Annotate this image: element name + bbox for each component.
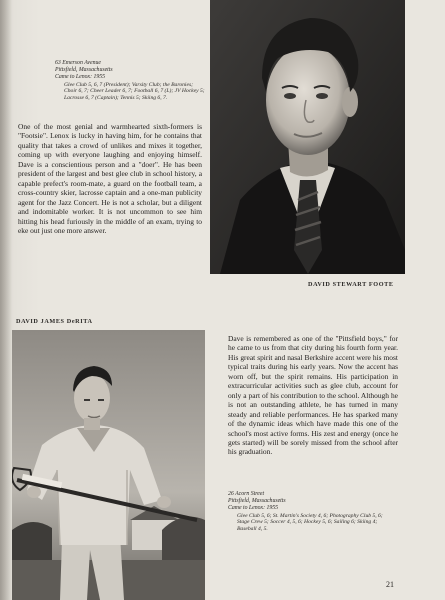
student-bio-derita: Dave is remembered as one of the "Pittsfield boys," for he came to us from that city during his fourth form year. His great spirit and nasal Berkshire accent were his most typical traits during his early years. Now the accent has worn off, but the spirit remains. His participation in extracurricular activities such as glee club, account for only a part of his contribution to the school. Although he is not an outstanding athlete, he has turned in many steady and reliable performances. He has sparked many of the dynamic ideas which have made this one of the school's most active forms. His zest and energy (once he gets started) will be sorely missed from the school after his graduation. xyxy=(228,334,398,457)
page-number: 21 xyxy=(386,580,394,589)
student-info-foote xyxy=(55,60,205,102)
portrait-foote-image xyxy=(210,0,405,274)
student-bio-foote: One of the most genial and warmhearted sixth-formers is "Footsie". Lenox is lucky in having him, for he contains that quality that takes a crowd of unlikes and mixes it together, coming up with everyone laughing and enjoying himself. Dave is a conscientious person and a "doer". He has been president of the largest and best glee club in school history, a capable prefect's room-mate, a guard on the football team, a cross-country skier, lacrosse captain and a one-man publicity agent for the Jazz Concert. He is not a scholar, but a diligent and indomitable worker. It is not uncommon to see him hitting his head furiously in the middle of an exam, trying to eke out just one more answer. xyxy=(18,122,202,235)
student-came-to-lenox: Came to Lenox: 1955 xyxy=(228,505,279,512)
portrait-photo-foote xyxy=(210,0,405,274)
student-name-foote: DAVID STEWART FOOTE xyxy=(308,281,394,288)
binding-shadow xyxy=(0,0,12,600)
student-name-derita: DAVID JAMES DeRITA xyxy=(16,318,93,325)
portrait-photo-derita xyxy=(12,330,205,600)
student-activities: Glee Club 5, 6, 7 (President); Varsity Club; the Baronies; Choir 6, 7; Cheer Leader 6, 7; Football 6, 7 (L); JV Hockey 5; Lacrosse 6, 7 (Captain); Tennis 5; Skiing 6, 7. xyxy=(64,81,205,102)
student-address: 26 Acorn Street xyxy=(228,491,265,497)
student-info-derita xyxy=(228,491,388,533)
student-activities: Glee Club 5, 6; St. Martin's Society 4, 6; Photography Club 5, 6; Stage Crew 5; Soccer 4, 5, 6; Hockey 5, 6; Sailing 6; Skiing 4; Baseball 4, 5. xyxy=(237,512,383,533)
student-city: Pittsfield, Massachusetts xyxy=(55,67,113,74)
student-address: 63 Emerson Avenue xyxy=(55,60,101,66)
student-came-to-lenox: Came to Lenox: 1955 xyxy=(55,74,106,81)
portrait-derita-image xyxy=(12,330,205,600)
student-city: Pittsfield, Massachusetts xyxy=(228,498,286,505)
